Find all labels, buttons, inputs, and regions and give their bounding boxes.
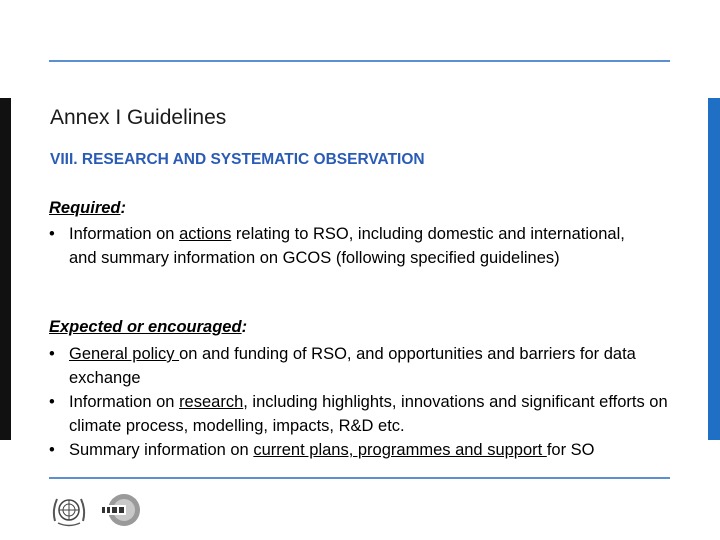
bullet-glyph: • bbox=[49, 393, 55, 411]
bullet-pre: Information on bbox=[69, 225, 180, 243]
bottom-divider bbox=[49, 477, 670, 479]
bullet-glyph: • bbox=[49, 345, 55, 363]
list-item bbox=[49, 342, 669, 390]
bullet-pre: Information on bbox=[69, 393, 180, 411]
list-item bbox=[49, 390, 669, 438]
bullet-link-general-policy: General policy bbox=[69, 345, 180, 363]
slide-subtitle: VIII. RESEARCH AND SYSTEMATIC OBSERVATION bbox=[50, 151, 425, 168]
bullet-post: , including highlights, innovations and significant efforts on climate process, modelling, impacts, R&D etc. bbox=[69, 393, 668, 435]
list-item bbox=[49, 438, 669, 462]
top-divider bbox=[49, 60, 670, 62]
bullet-glyph: • bbox=[49, 225, 55, 243]
required-list bbox=[49, 222, 649, 270]
left-accent-bar bbox=[0, 98, 11, 440]
expected-heading bbox=[49, 318, 247, 337]
bullet-link-actions: actions bbox=[179, 225, 232, 243]
bullet-post: on and funding of RSO, and opportunities and barriers for data exchange bbox=[69, 345, 636, 387]
bullet-post: for SO bbox=[546, 441, 595, 459]
list-item bbox=[49, 222, 649, 270]
expected-list bbox=[49, 342, 669, 462]
wmo-logo-icon bbox=[100, 492, 143, 528]
bullet-glyph: • bbox=[49, 441, 55, 459]
expected-label: Expected or encouraged bbox=[49, 318, 242, 336]
right-accent-bar bbox=[708, 98, 720, 440]
required-colon: : bbox=[120, 199, 127, 217]
expected-colon: : bbox=[241, 318, 248, 336]
bullet-link-current-plans: current plans, programmes and support bbox=[253, 441, 547, 459]
required-label: Required bbox=[49, 199, 121, 217]
bullet-link-research: research bbox=[179, 393, 244, 411]
required-heading bbox=[49, 199, 126, 218]
slide-title: Annex I Guidelines bbox=[50, 106, 227, 129]
bullet-pre: Summary information on bbox=[69, 441, 254, 459]
un-emblem-icon bbox=[49, 491, 89, 529]
bullet-post: relating to RSO, including domestic and international, and summary information on GCOS (following specified guidelines) bbox=[69, 225, 625, 267]
